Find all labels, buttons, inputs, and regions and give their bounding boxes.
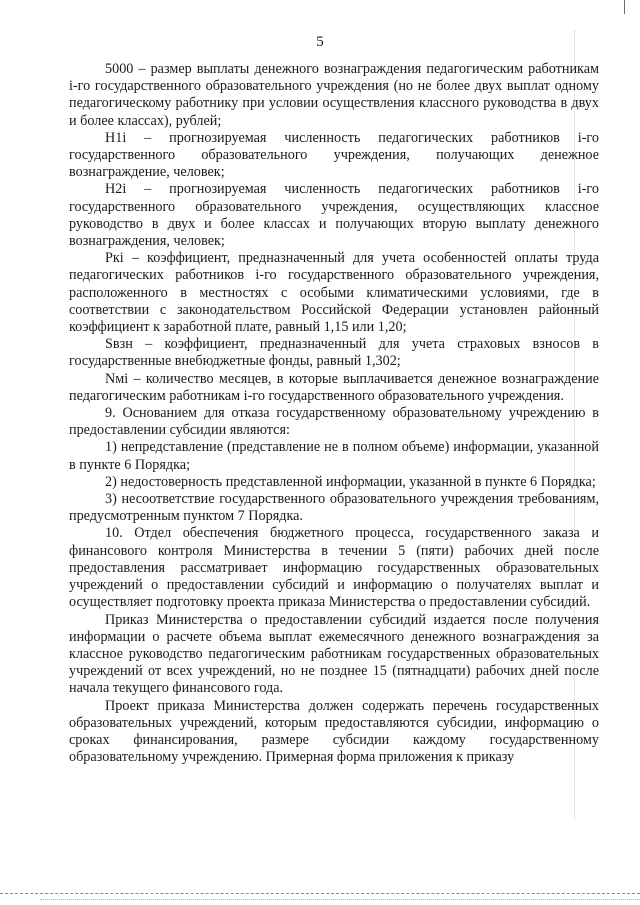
paragraph-rki: Ркi – коэффициент, предназначенный для учета особенностей оплаты труда педагогических работников i-го государственного образовательного учреждения, расположенного в местностях с особыми климатическими условиями, где в соответствии с законодательством Российской Федерации установлен районный коэффициент к заработной плате, равный 1,15 или 1,20; (69, 250, 599, 336)
paragraph-payment-size: 5000 – размер выплаты денежного вознаграждения педагогическим работникам i-го государственного образовательного учреждения (но не более двух выплат одному педагогическому работнику при условии осуществления классного руководства в двух и более классах), рублей; (69, 61, 599, 129)
paragraph-item-10: 10. Отдел обеспечения бюджетного процесса, государственного заказа и финансового контроля Министерства в течении 5 (пяти) рабочих дней после предоставления рассматривает информацию государственных образовательных учреждений о предоставлении субсидий и информацию о получателях выплат и осуществляет подготовку проекта приказа Министерства о предоставлении субсидий. (69, 525, 599, 611)
paragraph-item-9: 9. Основанием для отказа государственному образовательному учреждению в предоставлении субсидии являются: (69, 405, 599, 439)
paragraph-svzn: Sвзн – коэффициент, предназначенный для учета страховых взносов в государственные внебюджетные фонды, равный 1,302; (69, 336, 599, 370)
paragraph-order-issue: Приказ Министерства о предоставлении субсидий издается после получения информации о расчете объема выплат ежемесячного денежного вознаграждения за классное руководство педагогическим работникам государственных образовательных учреждений от всех учреждений, но не позднее 15 (пятнадцати) рабочих дней после начала текущего финансового года. (69, 611, 599, 697)
paragraph-refusal-1: 1) непредставление (представление не в полном объеме) информации, указанной в пункте 6 Порядка; (69, 439, 599, 473)
paragraph-nmi: Nмi – количество месяцев, в которые выплачивается денежное вознаграждение педагогическим работникам i-го государственного образовательного учреждения. (69, 370, 599, 404)
paragraph-h1i: Н1i – прогнозируемая численность педагогических работников i-го государственного образовательного учреждения, получающих денежное вознаграждение, человек; (69, 129, 599, 181)
paragraph-h2i: Н2i – прогнозируемая численность педагогических работников i-го государственного образовательного учреждения, осуществляющих классное руководство в двух и более классах и получающих вторую выплату денежного вознаграждения, человек; (69, 181, 599, 250)
bottom-scan-line (0, 893, 640, 894)
page-number: 5 (316, 34, 324, 50)
paragraph-order-draft: Проект приказа Министерства должен содержать перечень государственных образовательных учреждений, которым предоставляются субсидии, информацию о сроках финансирования, размере субсидии каждому государственному образовательному учреждению. Примерная форма приложения к приказу (69, 697, 599, 766)
scan-edge-mark (624, 0, 625, 14)
document-body (69, 61, 599, 766)
paragraph-refusal-2: 2) недостоверность представленной информации, указанной в пункте 6 Порядка; (105, 473, 596, 490)
bottom-scan-line-dotted (40, 899, 640, 900)
paragraph-refusal-3: 3) несоответствие государственного образовательного учреждения требованиям, предусмотренным пунктом 7 Порядка. (69, 491, 599, 525)
